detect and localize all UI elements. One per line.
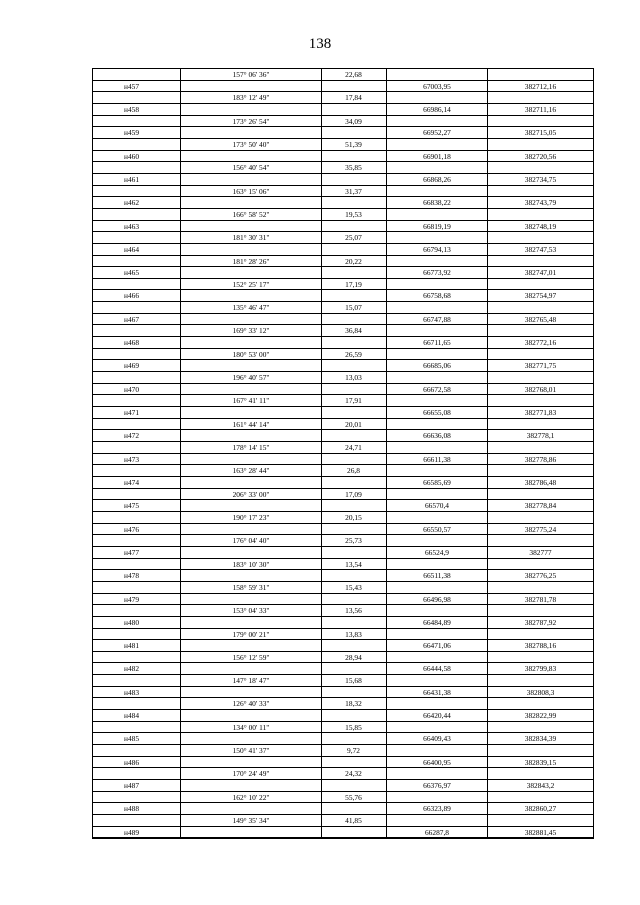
- point-row: [92, 477, 594, 489]
- y-coordinate-cell: 382777: [529, 547, 552, 557]
- point-row: [92, 337, 594, 349]
- direction-angle-cell: 190° 17' 23": [232, 512, 270, 522]
- distance-cell: 34,09: [345, 116, 362, 126]
- direction-angle-cell: 169° 33' 12": [232, 326, 270, 336]
- segment-row: [92, 559, 594, 571]
- segment-row: [92, 605, 594, 617]
- point-name-cell: н468: [124, 338, 140, 348]
- x-coordinate-cell: 66819,19: [423, 221, 451, 231]
- x-coordinate-cell: 66711,65: [423, 338, 451, 348]
- point-row: [92, 174, 594, 186]
- point-name-cell: н476: [124, 524, 140, 534]
- point-name-cell: н466: [124, 291, 140, 301]
- point-name-cell: н483: [124, 687, 140, 697]
- segment-row: [92, 232, 594, 244]
- point-row: [92, 360, 594, 372]
- distance-cell: 17,84: [345, 93, 362, 103]
- y-coordinate-cell: 382715,05: [524, 128, 557, 138]
- y-coordinate-cell: 382711,16: [524, 104, 557, 114]
- point-name-cell: н463: [124, 221, 140, 231]
- segment-row: [92, 442, 594, 454]
- direction-angle-cell: 166° 58' 52": [232, 209, 270, 219]
- segment-row: [92, 792, 594, 804]
- direction-angle-cell: 179° 00' 21": [232, 629, 270, 639]
- direction-angle-cell: 173° 50' 40": [232, 139, 270, 149]
- point-row: [92, 570, 594, 582]
- x-coordinate-cell: 66471,06: [423, 641, 451, 651]
- y-coordinate-cell: 382799,83: [524, 664, 557, 674]
- segment-row: [92, 535, 594, 547]
- y-coordinate-cell: 382788,16: [524, 641, 557, 651]
- direction-angle-cell: 170° 24' 49": [232, 769, 270, 779]
- point-row: [92, 524, 594, 536]
- segment-row: [92, 698, 594, 710]
- point-name-cell: н473: [124, 454, 140, 464]
- direction-angle-cell: 183° 10' 30": [232, 559, 270, 569]
- coordinates-table: [92, 68, 594, 839]
- x-coordinate-cell: 66431,38: [423, 687, 451, 697]
- y-coordinate-cell: 382860,27: [524, 804, 557, 814]
- segment-row: [92, 92, 594, 104]
- point-row: [92, 780, 594, 792]
- distance-cell: 20,01: [345, 419, 362, 429]
- point-name-cell: н489: [124, 827, 140, 837]
- y-coordinate-cell: 382786,48: [524, 477, 557, 487]
- distance-cell: 26,59: [345, 349, 362, 359]
- point-name-cell: н461: [124, 174, 140, 184]
- distance-cell: 17,09: [345, 489, 362, 499]
- x-coordinate-cell: 66773,92: [423, 268, 451, 278]
- y-coordinate-cell: 382747,01: [524, 268, 557, 278]
- segment-row: [92, 372, 594, 384]
- point-row: [92, 757, 594, 769]
- point-row: [92, 733, 594, 745]
- y-coordinate-cell: 382734,75: [524, 174, 557, 184]
- distance-cell: 24,71: [345, 443, 362, 452]
- x-coordinate-cell: 66838,22: [423, 198, 451, 208]
- direction-angle-cell: 176° 04' 40": [232, 536, 270, 546]
- direction-angle-cell: 152° 25' 17": [232, 279, 270, 289]
- point-row: [92, 454, 594, 466]
- segment-row: [92, 186, 594, 198]
- direction-angle-cell: 147° 18' 47": [232, 676, 270, 686]
- point-row: [92, 430, 594, 442]
- point-name-cell: н464: [124, 244, 140, 254]
- distance-cell: 19,53: [345, 209, 362, 219]
- segment-row: [92, 256, 594, 268]
- x-coordinate-cell: 66400,95: [423, 757, 451, 767]
- distance-cell: 25,07: [345, 233, 362, 243]
- segment-row: [92, 745, 594, 757]
- direction-angle-cell: 206° 33' 00": [232, 489, 270, 499]
- y-coordinate-cell: 382808,3: [526, 687, 555, 697]
- segment-row: [92, 582, 594, 594]
- point-name-cell: н475: [124, 501, 140, 511]
- point-row: [92, 663, 594, 675]
- point-row: [92, 267, 594, 279]
- segment-row: [92, 69, 594, 81]
- distance-cell: 26,8: [347, 466, 360, 476]
- segment-row: [92, 465, 594, 477]
- x-coordinate-cell: 66409,43: [423, 734, 451, 744]
- distance-cell: 15,68: [345, 676, 362, 686]
- distance-cell: 28,94: [345, 652, 362, 662]
- segment-row: [92, 489, 594, 501]
- distance-cell: 41,85: [345, 816, 362, 825]
- y-coordinate-cell: 382787,92: [524, 617, 557, 627]
- segment-row: [92, 395, 594, 407]
- x-coordinate-cell: 66287,8: [424, 827, 450, 837]
- point-name-cell: н474: [124, 477, 140, 487]
- y-coordinate-cell: 382747,53: [524, 244, 557, 254]
- x-coordinate-cell: 66496,98: [423, 594, 451, 604]
- x-coordinate-cell: 66952,27: [423, 128, 451, 138]
- point-name-cell: н479: [124, 594, 140, 604]
- point-row: [92, 151, 594, 163]
- point-name-cell: н457: [124, 81, 140, 91]
- x-coordinate-cell: 66484,89: [423, 617, 451, 627]
- x-coordinate-cell: 66747,88: [423, 314, 451, 324]
- direction-angle-cell: 158° 59' 31": [232, 582, 270, 592]
- distance-cell: 13,83: [345, 629, 362, 639]
- point-row: [92, 617, 594, 629]
- distance-cell: 22,68: [345, 70, 362, 79]
- x-coordinate-cell: 66655,08: [423, 408, 451, 418]
- direction-angle-cell: 161° 44' 14": [232, 419, 270, 429]
- y-coordinate-cell: 382822,99: [524, 711, 557, 721]
- direction-angle-cell: 126° 40' 33": [232, 699, 270, 709]
- segment-row: [92, 302, 594, 314]
- y-coordinate-cell: 382781,78: [524, 594, 557, 604]
- point-row: [92, 547, 594, 559]
- y-coordinate-cell: 382720,56: [524, 151, 557, 161]
- x-coordinate-cell: 66758,68: [423, 291, 451, 301]
- x-coordinate-cell: 66420,44: [423, 711, 451, 721]
- direction-angle-cell: 180° 53' 00": [232, 349, 270, 359]
- distance-cell: 20,22: [345, 256, 362, 266]
- y-coordinate-cell: 382771,75: [524, 361, 557, 371]
- x-coordinate-cell: 66672,58: [423, 384, 451, 394]
- x-coordinate-cell: 66511,38: [423, 571, 451, 581]
- segment-row: [92, 512, 594, 524]
- x-coordinate-cell: 66685,06: [423, 361, 451, 371]
- x-coordinate-cell: 66611,38: [423, 454, 451, 464]
- x-coordinate-cell: 67003,95: [423, 81, 451, 91]
- segment-row: [92, 815, 594, 827]
- point-name-cell: н472: [124, 431, 140, 441]
- segment-row: [92, 722, 594, 734]
- x-coordinate-cell: 66550,57: [423, 524, 451, 534]
- distance-cell: 36,84: [345, 326, 362, 336]
- direction-angle-cell: 173° 26' 54": [232, 116, 270, 126]
- direction-angle-cell: 150° 41' 37": [232, 746, 270, 756]
- segment-row: [92, 116, 594, 128]
- point-name-cell: н486: [124, 757, 140, 767]
- y-coordinate-cell: 382778,86: [524, 454, 557, 464]
- direction-angle-cell: 183° 12' 49": [232, 93, 270, 103]
- x-coordinate-cell: 66444,58: [423, 664, 451, 674]
- x-coordinate-cell: 66794,13: [423, 244, 451, 254]
- distance-cell: 15,43: [345, 582, 362, 592]
- direction-angle-cell: 163° 28' 44": [232, 466, 270, 476]
- point-row: [92, 290, 594, 302]
- segment-row: [92, 652, 594, 664]
- distance-cell: 15,85: [345, 722, 362, 732]
- segment-row: [92, 349, 594, 361]
- y-coordinate-cell: 382712,16: [524, 81, 557, 91]
- y-coordinate-cell: 382775,24: [524, 524, 557, 534]
- segment-row: [92, 279, 594, 291]
- direction-angle-cell: 156° 12' 59": [232, 652, 270, 662]
- point-name-cell: н470: [124, 384, 140, 394]
- point-row: [92, 407, 594, 419]
- y-coordinate-cell: 382771,83: [524, 408, 557, 418]
- distance-cell: 18,32: [345, 699, 362, 709]
- segment-row: [92, 419, 594, 431]
- distance-cell: 13,03: [345, 373, 362, 383]
- point-name-cell: н484: [124, 711, 140, 721]
- y-coordinate-cell: 382754,97: [524, 291, 557, 301]
- direction-angle-cell: 162° 10' 22": [232, 792, 270, 802]
- distance-cell: 17,91: [345, 396, 362, 406]
- point-row: [92, 827, 594, 839]
- direction-angle-cell: 134° 00' 11": [232, 722, 270, 732]
- direction-angle-cell: 149° 35' 34": [232, 816, 270, 825]
- distance-cell: 31,37: [345, 186, 362, 196]
- point-row: [92, 197, 594, 209]
- distance-cell: 15,07: [345, 303, 362, 313]
- point-name-cell: н478: [124, 571, 140, 581]
- point-name-cell: н460: [124, 151, 140, 161]
- point-name-cell: н458: [124, 104, 140, 114]
- distance-cell: 35,85: [345, 163, 362, 173]
- x-coordinate-cell: 66524,9: [424, 547, 450, 557]
- direction-angle-cell: 196° 40' 57": [232, 373, 270, 383]
- distance-cell: 24,32: [345, 769, 362, 779]
- distance-cell: 55,76: [345, 792, 362, 802]
- y-coordinate-cell: 382778,84: [524, 501, 557, 511]
- direction-angle-cell: 153° 04' 33": [232, 606, 270, 616]
- direction-angle-cell: 181° 30' 31": [232, 233, 270, 243]
- point-row: [92, 710, 594, 722]
- y-coordinate-cell: 382743,79: [524, 198, 557, 208]
- y-coordinate-cell: 382748,19: [524, 221, 557, 231]
- direction-angle-cell: 178° 14' 15": [232, 443, 270, 452]
- direction-angle-cell: 163° 15' 06": [232, 186, 270, 196]
- segment-row: [92, 209, 594, 221]
- x-coordinate-cell: 66986,14: [423, 104, 451, 114]
- y-coordinate-cell: 382881,45: [524, 827, 557, 837]
- x-coordinate-cell: 66636,08: [423, 431, 451, 441]
- point-row: [92, 594, 594, 606]
- distance-cell: 13,54: [345, 559, 362, 569]
- point-name-cell: н477: [124, 547, 140, 557]
- distance-cell: 51,39: [345, 139, 362, 149]
- point-row: [92, 687, 594, 699]
- y-coordinate-cell: 382778,1: [526, 431, 555, 441]
- x-coordinate-cell: 66585,69: [423, 477, 451, 487]
- point-name-cell: н469: [124, 361, 140, 371]
- segment-row: [92, 675, 594, 687]
- point-name-cell: н465: [124, 268, 140, 278]
- direction-angle-cell: 135° 46' 47": [232, 303, 270, 313]
- page-number: 138: [308, 36, 332, 52]
- distance-cell: 20,15: [345, 512, 362, 522]
- x-coordinate-cell: 66570,4: [424, 501, 450, 511]
- point-name-cell: н487: [124, 781, 140, 791]
- x-coordinate-cell: 66868,26: [423, 174, 451, 184]
- point-row: [92, 384, 594, 396]
- point-name-cell: н467: [124, 314, 140, 324]
- y-coordinate-cell: 382768,01: [524, 384, 557, 394]
- y-coordinate-cell: 382839,15: [524, 757, 557, 767]
- x-coordinate-cell: 66376,97: [423, 781, 451, 791]
- point-row: [92, 314, 594, 326]
- point-row: [92, 81, 594, 93]
- y-coordinate-cell: 382765,48: [524, 314, 557, 324]
- point-name-cell: н462: [124, 198, 140, 208]
- segment-row: [92, 325, 594, 337]
- distance-cell: 9,72: [347, 746, 360, 756]
- y-coordinate-cell: 382843,2: [526, 781, 555, 791]
- direction-angle-cell: 156° 40' 54": [232, 163, 270, 173]
- point-name-cell: н485: [124, 734, 140, 744]
- point-row: [92, 640, 594, 652]
- segment-row: [92, 162, 594, 174]
- point-row: [92, 221, 594, 233]
- point-row: [92, 244, 594, 256]
- segment-row: [92, 139, 594, 151]
- point-name-cell: н471: [124, 408, 140, 418]
- point-row: [92, 127, 594, 139]
- point-name-cell: н482: [124, 664, 140, 674]
- distance-cell: 17,19: [345, 279, 362, 289]
- point-row: [92, 803, 594, 815]
- point-name-cell: н481: [124, 641, 140, 651]
- y-coordinate-cell: 382776,25: [524, 571, 557, 581]
- direction-angle-cell: 157° 06' 36": [232, 70, 270, 79]
- distance-cell: 13,56: [345, 606, 362, 616]
- segment-row: [92, 629, 594, 641]
- y-coordinate-cell: 382834,39: [524, 734, 557, 744]
- point-name-cell: н459: [124, 128, 140, 138]
- x-coordinate-cell: 66901,18: [423, 151, 451, 161]
- point-name-cell: н480: [124, 617, 140, 627]
- y-coordinate-cell: 382772,16: [524, 338, 557, 348]
- point-row: [92, 104, 594, 116]
- x-coordinate-cell: 66323,89: [423, 804, 451, 814]
- distance-cell: 25,73: [345, 536, 362, 546]
- segment-row: [92, 768, 594, 780]
- point-row: [92, 500, 594, 512]
- direction-angle-cell: 167° 41' 11": [232, 396, 270, 406]
- direction-angle-cell: 181° 28' 26": [232, 256, 270, 266]
- point-name-cell: н488: [124, 804, 140, 814]
